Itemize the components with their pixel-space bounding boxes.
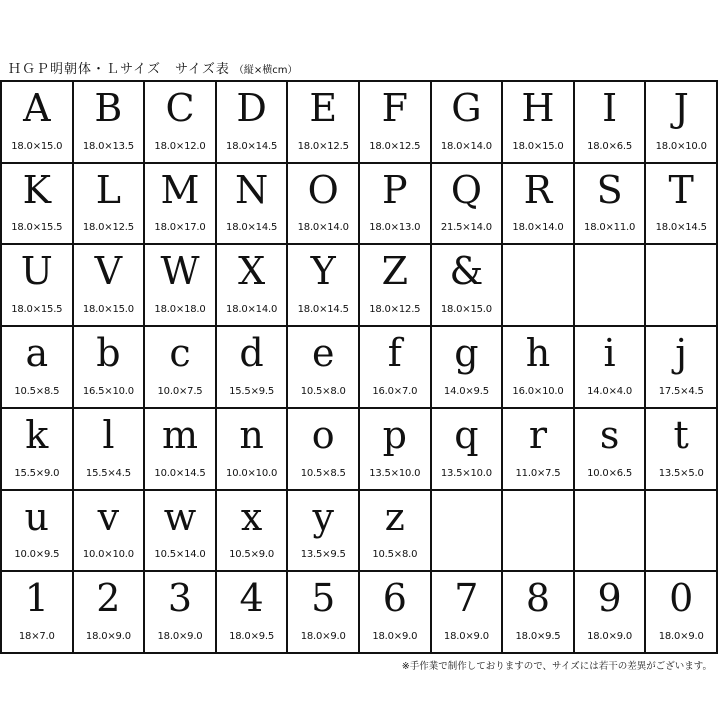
size-label: 10.5×8.0 xyxy=(372,549,418,561)
letter-glyph: n xyxy=(239,412,264,457)
size-label: 18.0×15.5 xyxy=(11,304,63,316)
size-cell xyxy=(646,82,718,164)
letter-glyph: D xyxy=(236,86,267,130)
letter-glyph: 7 xyxy=(454,576,479,621)
size-label: 18.0×9.0 xyxy=(587,631,633,642)
size-label: 10.5×8.5 xyxy=(300,467,346,479)
size-label: 18.0×12.0 xyxy=(154,140,206,152)
size-label: 16.0×7.0 xyxy=(372,385,418,397)
letter-glyph: 4 xyxy=(239,576,264,621)
size-cell xyxy=(288,82,360,164)
size-label: 10.0×7.5 xyxy=(157,385,203,397)
letter-glyph: J xyxy=(673,86,689,130)
size-cell xyxy=(360,82,432,164)
size-cell xyxy=(74,327,146,409)
letter-glyph: N xyxy=(234,167,269,212)
size-label: 18.0×9.0 xyxy=(658,631,704,642)
letter-glyph: f xyxy=(387,331,402,376)
letter-glyph: b xyxy=(96,331,121,376)
size-label: 13.5×9.5 xyxy=(300,549,346,561)
size-label: 10.0×9.5 xyxy=(14,549,60,561)
size-cell xyxy=(432,164,504,246)
letter-glyph: 8 xyxy=(525,576,551,621)
letter-glyph: a xyxy=(25,331,49,376)
size-label: 18.0×9.0 xyxy=(300,631,346,642)
size-label: 16.5×10.0 xyxy=(82,385,134,397)
size-label: 13.5×5.0 xyxy=(658,467,704,479)
size-cell xyxy=(145,409,217,491)
size-cell xyxy=(503,409,575,491)
letter-glyph: 3 xyxy=(167,576,193,621)
letter-glyph: A xyxy=(23,86,51,130)
size-label: 11.0×7.5 xyxy=(515,467,561,479)
size-cell xyxy=(145,491,217,573)
letter-glyph: E xyxy=(309,86,338,130)
size-label: 10.0×6.5 xyxy=(587,467,633,479)
size-cell xyxy=(646,164,718,246)
size-cell xyxy=(2,245,74,327)
size-cell xyxy=(217,327,289,409)
size-label: 14.0×9.5 xyxy=(443,385,489,397)
size-label: 18.0×9.0 xyxy=(372,631,418,642)
size-cell xyxy=(503,327,575,409)
letter-glyph: l xyxy=(102,412,115,457)
letter-glyph: P xyxy=(382,167,408,212)
size-cell xyxy=(360,572,432,654)
size-cell xyxy=(360,491,432,573)
letter-glyph: e xyxy=(311,331,335,376)
size-label: 18.0×9.0 xyxy=(157,631,203,642)
letter-glyph: d xyxy=(239,331,264,376)
size-cell xyxy=(432,245,504,327)
size-cell xyxy=(575,327,647,409)
size-label: 21.5×14.0 xyxy=(440,222,492,234)
size-label: 18.0×17.0 xyxy=(154,222,206,234)
size-label: 18.0×15.0 xyxy=(440,304,492,316)
size-cell xyxy=(145,245,217,327)
size-label: 15.5×9.0 xyxy=(14,467,60,479)
footnote: ※手作業で制作しておりますので、サイズには若干の差異がございます。 xyxy=(401,661,712,672)
size-label: 18.0×15.0 xyxy=(512,140,564,152)
size-cell xyxy=(74,245,146,327)
title-unit: （縦×横cm） xyxy=(233,65,298,76)
size-cell xyxy=(646,572,718,654)
size-cell xyxy=(288,409,360,491)
letter-glyph: L xyxy=(95,167,121,212)
size-cell xyxy=(288,491,360,573)
letter-glyph: j xyxy=(675,331,688,376)
size-label: 18.0×13.5 xyxy=(82,140,134,152)
letter-glyph: G xyxy=(451,86,482,130)
letter-glyph: H xyxy=(521,86,555,130)
size-cell xyxy=(575,572,647,654)
size-cell xyxy=(575,82,647,164)
letter-glyph: K xyxy=(22,167,51,212)
size-label: 15.5×9.5 xyxy=(229,385,275,397)
size-label: 18.0×13.0 xyxy=(369,222,421,234)
size-cell xyxy=(145,82,217,164)
size-label: 18.0×10.0 xyxy=(655,140,707,152)
size-cell xyxy=(2,327,74,409)
size-cell xyxy=(432,82,504,164)
letter-glyph: Y xyxy=(310,249,336,294)
size-cell xyxy=(575,409,647,491)
size-label: 18.0×12.5 xyxy=(369,304,421,316)
size-label: 10.5×9.0 xyxy=(229,549,275,561)
size-cell xyxy=(360,409,432,491)
size-cell xyxy=(145,572,217,654)
letter-glyph: r xyxy=(528,412,548,457)
letter-glyph: u xyxy=(24,494,50,539)
size-cell xyxy=(288,572,360,654)
letter-glyph: V xyxy=(94,249,123,294)
size-cell xyxy=(217,82,289,164)
page-title xyxy=(8,58,298,77)
title-main: ＨＧＰ明朝体・Ｌサイズ サイズ表 xyxy=(8,62,230,77)
size-label: 13.5×10.0 xyxy=(440,467,492,479)
size-cell xyxy=(217,491,289,573)
size-cell xyxy=(360,327,432,409)
size-label: 18.0×14.0 xyxy=(297,222,349,234)
size-label: 18.0×14.0 xyxy=(440,140,492,152)
size-cell xyxy=(2,491,74,573)
size-label: 18.0×9.5 xyxy=(229,631,275,642)
size-label: 18.0×15.5 xyxy=(11,222,63,234)
size-label: 14.0×4.0 xyxy=(587,385,633,397)
empty-cell xyxy=(503,245,575,327)
size-cell xyxy=(217,245,289,327)
letter-glyph: F xyxy=(381,86,408,130)
letter-glyph: z xyxy=(384,494,405,539)
size-cell xyxy=(360,245,432,327)
letter-glyph: Z xyxy=(381,249,408,294)
size-label: 18.0×14.5 xyxy=(655,222,707,234)
size-label: 18.0×15.0 xyxy=(82,304,134,316)
empty-cell xyxy=(646,491,718,573)
size-cell xyxy=(74,82,146,164)
letter-glyph: p xyxy=(382,412,407,457)
letter-glyph: I xyxy=(602,86,618,130)
size-label: 18.0×9.0 xyxy=(443,631,489,642)
letter-glyph: m xyxy=(161,412,199,457)
letter-glyph: o xyxy=(311,412,335,457)
letter-glyph: i xyxy=(603,331,616,376)
empty-cell xyxy=(575,245,647,327)
size-label: 10.0×10.0 xyxy=(226,467,278,479)
letter-glyph: Q xyxy=(450,167,482,212)
size-label: 18.0×9.0 xyxy=(85,631,131,642)
empty-cell xyxy=(432,491,504,573)
size-label: 10.5×8.0 xyxy=(300,385,346,397)
letter-glyph: c xyxy=(169,331,191,376)
size-cell xyxy=(432,327,504,409)
letter-glyph: W xyxy=(160,249,200,294)
size-cell xyxy=(503,82,575,164)
letter-glyph: k xyxy=(25,412,49,457)
letter-glyph: M xyxy=(160,167,200,212)
size-label: 18.0×6.5 xyxy=(587,140,633,152)
size-cell xyxy=(145,164,217,246)
size-cell xyxy=(503,164,575,246)
size-label: 18.0×9.5 xyxy=(515,631,561,642)
size-label: 18.0×14.5 xyxy=(297,304,349,316)
letter-glyph: q xyxy=(454,412,479,457)
size-label: 18.0×12.5 xyxy=(297,140,349,152)
letter-glyph: C xyxy=(165,86,195,130)
size-label: 18.0×15.0 xyxy=(11,140,63,152)
size-cell xyxy=(2,409,74,491)
size-label: 18×7.0 xyxy=(18,631,55,642)
letter-glyph: v xyxy=(97,494,120,539)
letter-glyph: t xyxy=(673,412,689,457)
letter-glyph: 1 xyxy=(24,576,49,621)
size-cell xyxy=(2,82,74,164)
size-cell xyxy=(575,164,647,246)
size-label: 17.5×4.5 xyxy=(658,385,704,397)
letter-glyph: T xyxy=(668,167,694,212)
empty-cell xyxy=(503,491,575,573)
letter-glyph: B xyxy=(94,86,123,130)
empty-cell xyxy=(575,491,647,573)
size-label: 18.0×14.0 xyxy=(512,222,564,234)
letter-glyph: x xyxy=(240,494,263,539)
letter-glyph: g xyxy=(454,331,479,376)
size-cell xyxy=(217,572,289,654)
size-cell xyxy=(432,572,504,654)
letter-glyph: y xyxy=(312,494,334,539)
letter-glyph: U xyxy=(20,249,53,294)
size-cell xyxy=(288,245,360,327)
empty-cell xyxy=(646,245,718,327)
letter-glyph: X xyxy=(238,249,266,294)
size-label: 15.5×4.5 xyxy=(85,467,131,479)
size-label: 18.0×12.5 xyxy=(82,222,134,234)
size-label: 10.0×10.0 xyxy=(82,549,134,561)
size-cell xyxy=(360,164,432,246)
size-label: 10.5×8.5 xyxy=(14,385,60,397)
letter-glyph: 6 xyxy=(382,576,407,621)
size-label: 18.0×14.0 xyxy=(226,304,278,316)
size-cell xyxy=(145,327,217,409)
size-cell xyxy=(646,327,718,409)
letter-glyph: 5 xyxy=(311,576,336,621)
size-cell xyxy=(74,491,146,573)
letter-glyph: O xyxy=(307,167,339,212)
letter-glyph: h xyxy=(525,331,551,376)
size-cell xyxy=(74,164,146,246)
size-cell xyxy=(288,164,360,246)
letter-glyph: s xyxy=(599,412,620,457)
size-cell xyxy=(2,572,74,654)
size-cell xyxy=(288,327,360,409)
size-label: 13.5×10.0 xyxy=(369,467,421,479)
size-cell xyxy=(503,572,575,654)
letter-glyph: & xyxy=(449,249,484,294)
size-label: 18.0×18.0 xyxy=(154,304,206,316)
size-cell xyxy=(217,409,289,491)
size-label: 18.0×11.0 xyxy=(584,222,636,234)
size-label: 10.0×14.5 xyxy=(154,467,206,479)
letter-glyph: R xyxy=(523,167,553,212)
letter-glyph: 2 xyxy=(96,576,121,621)
size-label: 18.0×12.5 xyxy=(369,140,421,152)
size-label: 18.0×14.5 xyxy=(226,222,278,234)
size-cell xyxy=(217,164,289,246)
size-table xyxy=(0,80,718,654)
letter-glyph: S xyxy=(596,167,623,212)
size-label: 16.0×10.0 xyxy=(512,385,564,397)
size-label: 10.5×14.0 xyxy=(154,549,206,561)
letter-glyph: 0 xyxy=(669,576,694,621)
letter-glyph: w xyxy=(163,494,197,539)
size-cell xyxy=(646,409,718,491)
size-cell xyxy=(74,409,146,491)
size-cell xyxy=(432,409,504,491)
letter-glyph: 9 xyxy=(597,576,622,621)
size-cell xyxy=(2,164,74,246)
size-label: 18.0×14.5 xyxy=(226,140,278,152)
size-cell xyxy=(74,572,146,654)
